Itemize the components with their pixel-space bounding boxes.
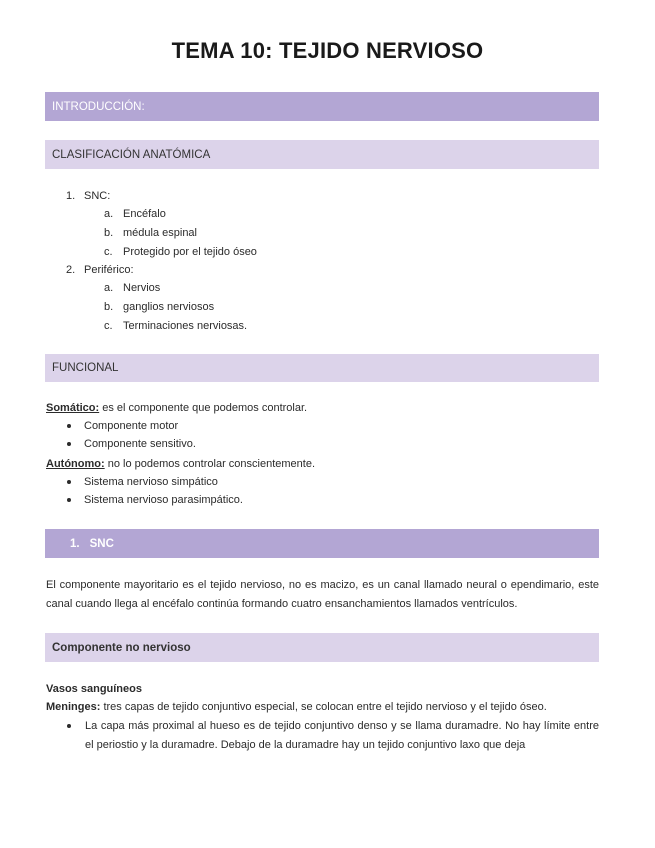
bullet-icon (67, 498, 71, 502)
meninges-term: Meninges: (46, 701, 101, 713)
section-snc-number: 1. (70, 537, 80, 550)
list-subitem: ganglios nerviosos (123, 301, 215, 313)
bullet-icon (67, 424, 71, 428)
somatico-text: es el componente que podemos controlar. (99, 402, 308, 414)
list-letter: c. (104, 320, 113, 332)
somatico-term: Somático: (46, 402, 100, 414)
bullet-icon (67, 480, 71, 484)
section-funcional: FUNCIONAL (45, 354, 599, 382)
list-subitem: Nervios (123, 282, 161, 294)
list-item: Periférico: (84, 264, 134, 276)
bullet-item: Componente sensitivo. (84, 438, 196, 450)
bullet-item: Sistema nervioso simpático (84, 476, 218, 488)
section-clasificacion: CLASIFICACIÓN ANATÓMICA (45, 140, 599, 169)
list-letter: c. (104, 246, 113, 258)
list-letter: b. (104, 227, 114, 239)
meninges-text: tres capas de tejido conjuntivo especial, se colocan entre el tejido nervioso y el tejido óseo. (100, 701, 547, 713)
snc-paragraph: El componente mayoritario es el tejido nervioso, no es macizo, es un canal llamado neural o ependimario, este canal cuando llega al encéfalo continúa formando cuatro ensanchamientos llamados ventrículos. (46, 579, 599, 610)
bullet-item: Componente motor (84, 420, 179, 432)
list-subitem: Terminaciones nerviosas. (123, 320, 248, 332)
page-title: TEMA 10: TEJIDO NERVIOSO (171, 38, 484, 63)
somatico-line (46, 401, 307, 415)
autonomo-text: no lo podemos controlar conscientemente. (104, 458, 315, 470)
meninges-bullet: La capa más proximal al hueso es de tejido conjuntivo denso y se llama duramadre. No hay límite entre el periostio y la duramadre. Debajo de la duramadre hay un tejido conjuntivo laxo que deja (85, 720, 599, 751)
section-no-nervioso: Componente no nervioso (45, 633, 599, 662)
meninges-line (46, 700, 547, 714)
section-introduccion: INTRODUCCIÓN: (45, 92, 599, 121)
list-letter: b. (104, 301, 114, 313)
list-subitem: médula espinal (123, 227, 197, 239)
list-letter: a. (104, 282, 114, 294)
list-letter: a. (104, 208, 114, 220)
vasos-heading: Vasos sanguíneos (46, 683, 142, 695)
bullet-icon (67, 724, 71, 728)
section-snc (45, 529, 599, 558)
list-number: 1. (66, 190, 76, 202)
list-number: 2. (66, 264, 76, 276)
section-snc-label: SNC (89, 537, 114, 550)
bullet-icon (67, 442, 71, 446)
list-subitem: Encéfalo (123, 208, 166, 220)
autonomo-line (46, 457, 315, 471)
list-item: SNC: (84, 190, 111, 202)
list-subitem: Protegido por el tejido óseo (123, 246, 257, 258)
bullet-item: Sistema nervioso parasimpático. (84, 494, 243, 506)
autonomo-term: Autónomo: (46, 458, 105, 470)
